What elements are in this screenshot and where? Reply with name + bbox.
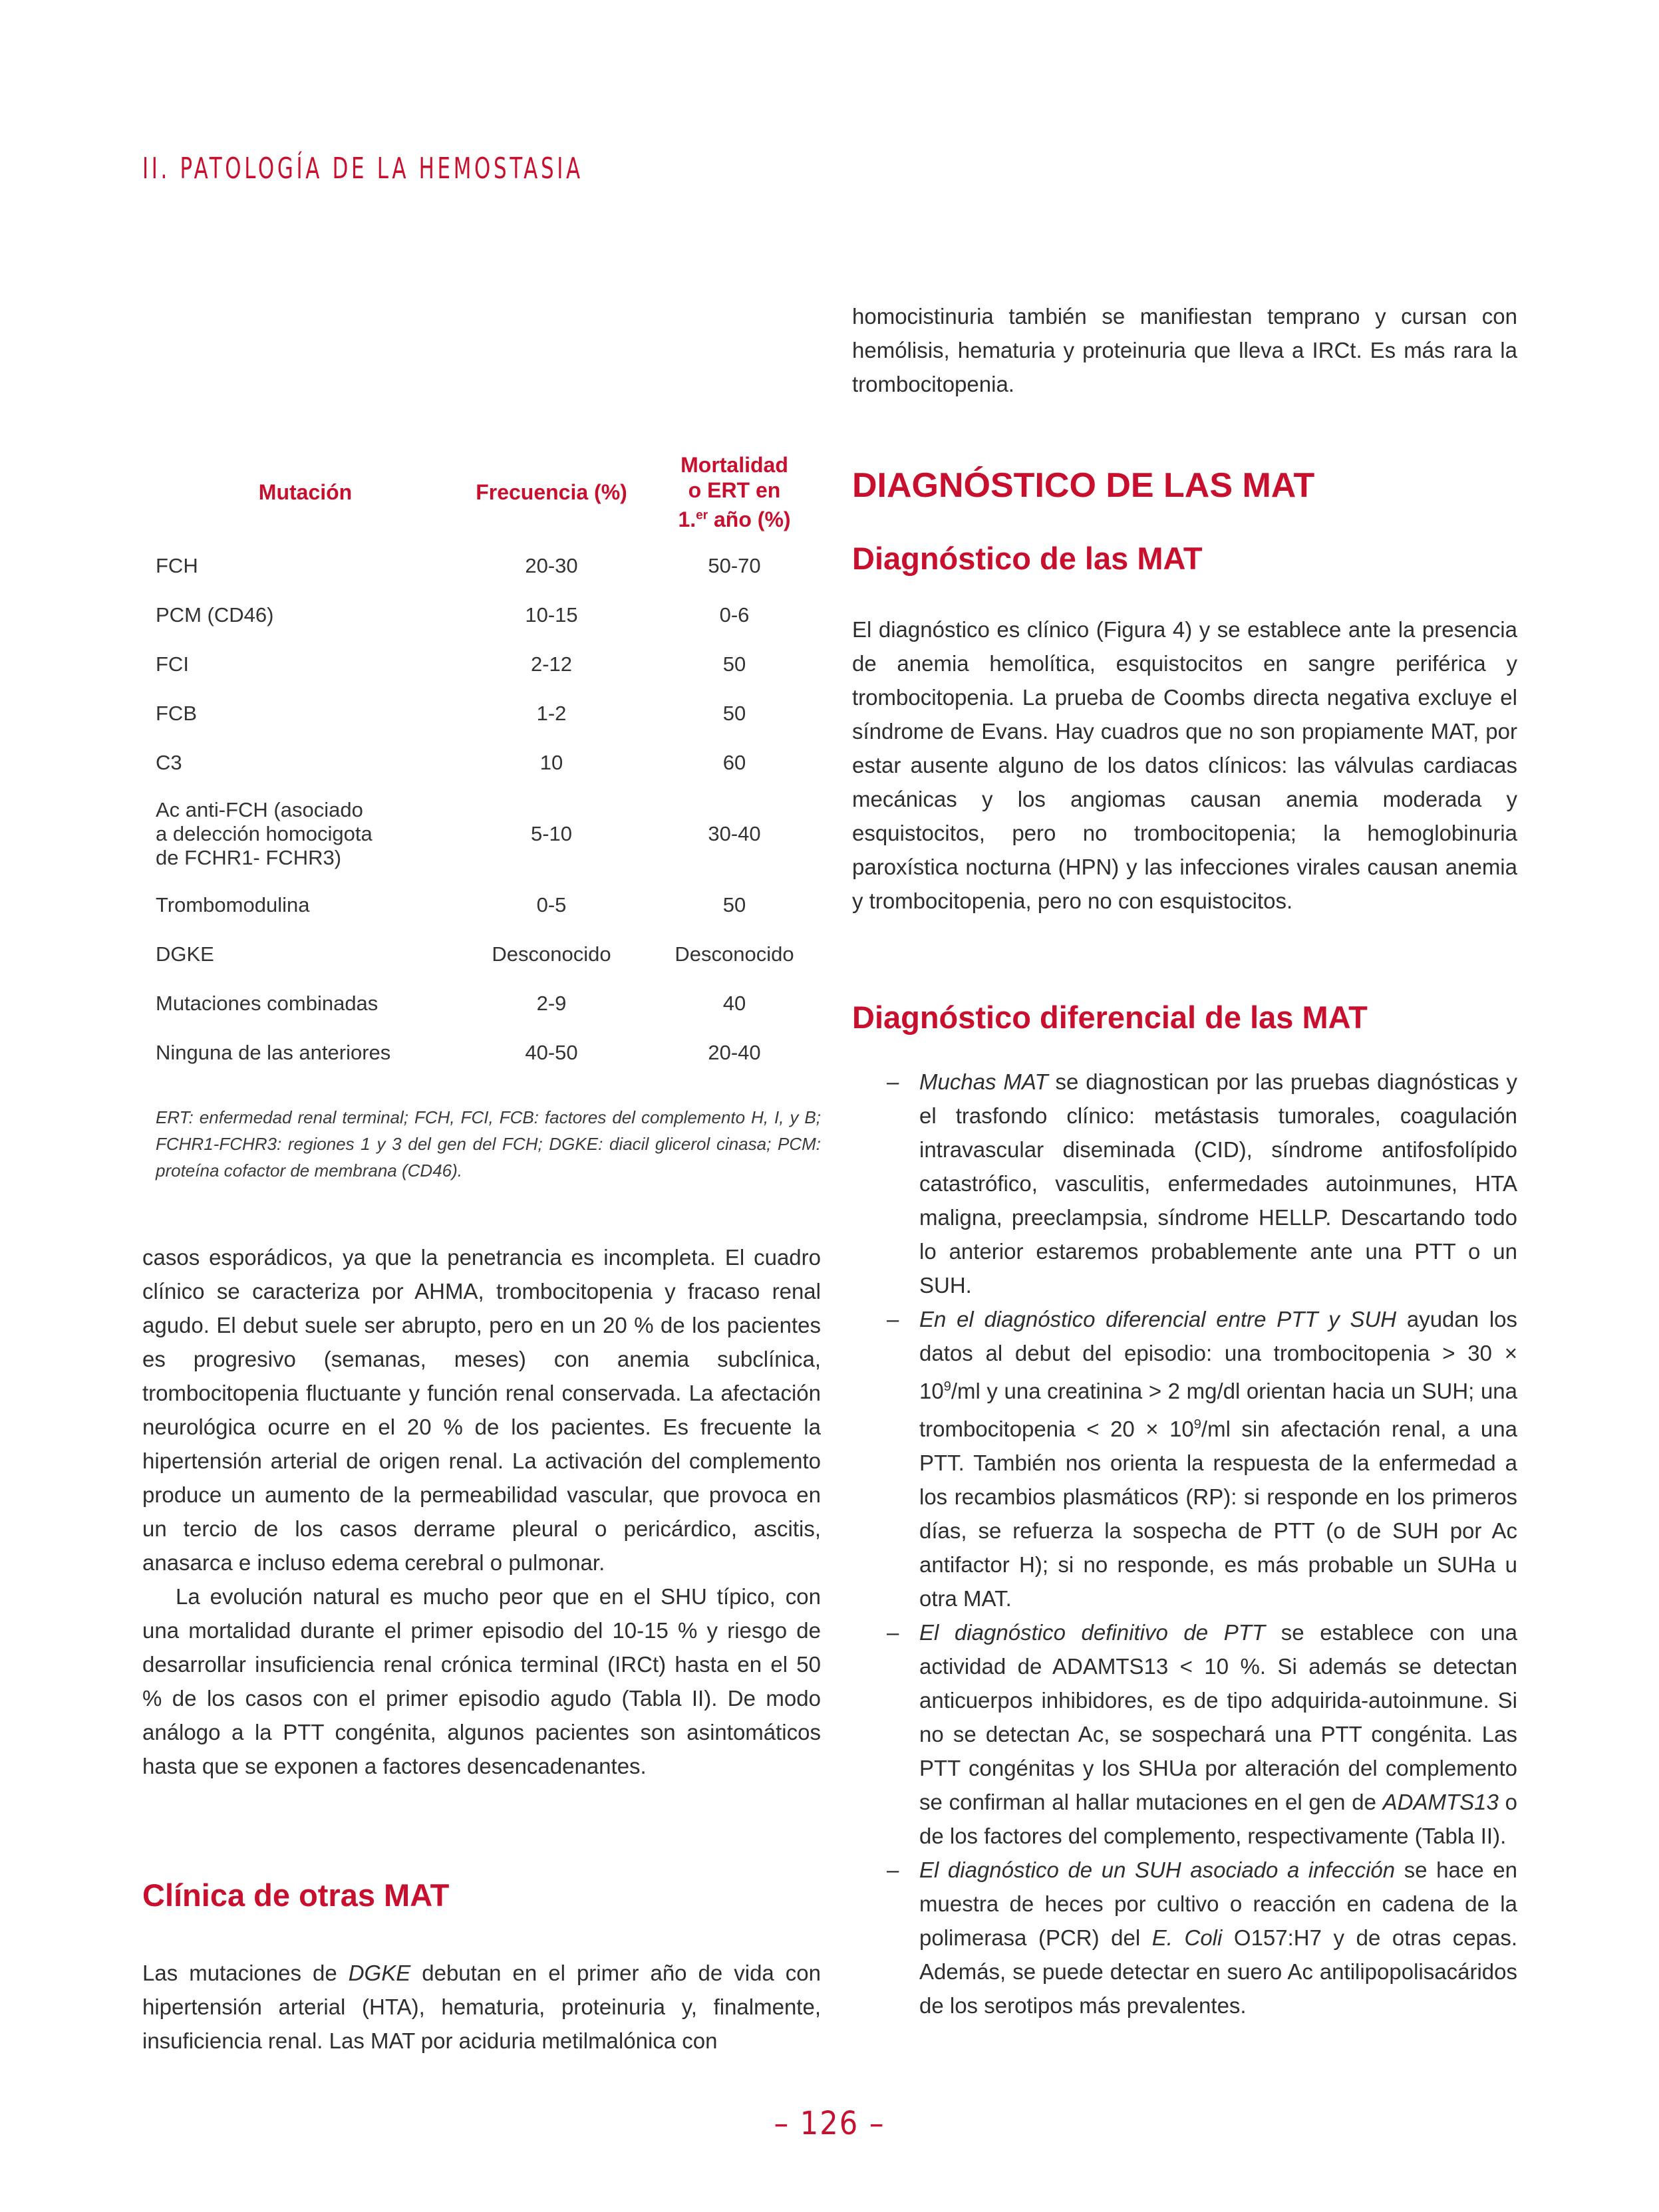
list-item: – En el diagnóstico diferencial entre PTT y SUH ayudan los datos al debut del episodio: una trombocitopenia > $30 \times 10^9/ml$ y una creatinina > 2 mg/dl orientan hacia un SUH; una trombocitopenia < $20 \times 10^9/ml$ sin afectación renal, a una PTT. También nos orienta la respuesta de la enfermedad a los recambios plasmáticos (RP): si responde en los primeros días, se refuerza la sospecha de PTT (o de SUH por Ac antifactor H); si no responde, es más probable un SUHa u otra MAT.: [852, 1302, 1517, 1615]
header-mortality-line2: o ERT en: [688, 478, 781, 502]
cell-frequency: 0-5: [536, 893, 567, 916]
cell-frequency: 10: [539, 750, 563, 774]
table-row: [142, 930, 821, 979]
cell-mutation: FCI: [156, 652, 189, 676]
cell-mortality: 30-40: [708, 821, 761, 845]
cell-mortality: 40: [722, 991, 746, 1015]
cell-mortality: 60: [722, 750, 746, 774]
right-column-diagnosis: [852, 466, 1517, 918]
table-row: [142, 881, 821, 930]
cell-frequency: 2-9: [536, 991, 567, 1015]
cell-mortality: Desconocido: [675, 942, 794, 966]
paragraph-homocistinuria: homocistinuria también se manifiestan temprano y cursan con hemólisis, hematuria y proteinuria que lleva a IRCt. Es más rara la trombocitopenia.: [852, 304, 1517, 396]
running-head: II. PATOLOGÍA DE LA HEMOSTASIA: [142, 152, 583, 186]
cell-mortality: 0-6: [719, 603, 750, 626]
cell-mortality: 50: [722, 893, 746, 916]
cell-mutation: DGKE: [156, 942, 214, 966]
cell-mutation: C3: [156, 750, 182, 774]
heading-diagnostico-diferencial: Diagnóstico diferencial de las MAT: [852, 1000, 1368, 1035]
paragraph-other-mat: Las mutaciones de DGKE debutan en el primer año de vida con hipertensión arterial (HTA), hematuria, proteinuria y, finalmente, insuficiencia renal. Las MAT por aciduria metilmalónica con: [142, 1961, 822, 2053]
table-row: [142, 689, 821, 738]
table-row: [142, 787, 821, 881]
cell-mortality: 20-40: [708, 1040, 761, 1064]
table-row: [142, 1028, 821, 1077]
cell-mutation: FCB: [156, 701, 197, 725]
table-row: [142, 591, 821, 640]
cell-frequency: 40-50: [525, 1040, 578, 1064]
right-column-intro: [852, 299, 1517, 401]
table-row: [142, 738, 821, 787]
heading-diagnostico-mat: Diagnóstico de las MAT: [852, 541, 1203, 576]
paragraph-diagnosis: El diagnóstico es clínico (Figura 4) y se establece ante la presencia de anemia hemolítica, esquistocitos en sangre periférica y trombocitopenia. La prueba de Coombs directa negativa excluye el síndrome de Evans. Hay cuadros que no son propiamente MAT, por estar ausente alguno de los datos clínicos: las válvulas cardiacas mecánicas y los angiomas causan anemia moderada y esquistocitos, pero no trombocitopenia; la hemoglobinuria paroxística nocturna (HPN) y las infecciones virales causan anemia y trombocitopenia, pero no con esquistocitos.: [852, 617, 1517, 913]
cell-mortality: 50: [722, 652, 746, 676]
cell-frequency: 2-12: [530, 652, 573, 676]
table-row: [142, 541, 821, 591]
cell-frequency: 1-2: [536, 701, 567, 725]
paragraph-clinical: casos esporádicos, ya que la penetrancia es incompleta. El cuadro clínico se caracteriza por AHMA, trombocitopenia y fracaso renal agudo. El debut suele ser abrupto, pero en un 20 % de los pacientes es progresivo (semanas, meses) con anemia subclínica, trombocitopenia fluctuante y función renal conservada. La afectación neurológica ocurre en el 20 % de los pacientes. Es frecuente la hipertensión arterial de origen renal. La activación del complemento produce un aumento de la permeabilidad vascular, que provoca en un tercio de los casos derrame pleural o pericárdico, ascitis, anasarca e incluso edema cerebral o pulmonar.: [142, 1245, 821, 1575]
list-item: – El diagnóstico definitivo de PTT se establece con una actividad de ADAMTS13 < 10 %. Si además se detectan anticuerpos inhibidores, es de tipo adquirida-autoinmune. Si no se detectan Ac, se sospechará una PTT congénita. Las PTT congénitas y los SHUa por alteración del complemento se confirman al hallar mutaciones en el gen de ADAMTS13 o de los factores del complemento, respectivamente (Tabla II).: [852, 1615, 1517, 1853]
cell-mutation: Mutaciones combinadas: [156, 991, 378, 1015]
paragraph-evolution: La evolución natural es mucho peor que en el SHU típico, con una mortalidad durante el primer episodio del 10-15 % y riesgo de desarrollar insuficiencia renal crónica terminal (IRCt) hasta en el 50 % de los casos con el primer episodio agudo (Tabla II). De modo análogo a la PTT congénita, algunos pacientes son asintomáticos hasta que se exponen a factores desencadenantes.: [142, 1584, 821, 1778]
differential-list: [852, 1065, 1517, 2022]
table-row: [142, 640, 821, 689]
cell-mutation: Ninguna de las anteriores: [156, 1040, 391, 1064]
cell-mortality: 50: [722, 701, 746, 725]
header-mortality-line1: Mortalidad: [680, 453, 788, 477]
cell-mortality: 50-70: [708, 553, 761, 577]
mutation-table: [142, 452, 821, 1077]
header-mutation: Mutación: [258, 480, 353, 504]
page-number: – 126 –: [774, 2105, 885, 2142]
table-footnote: ERT: enfermedad renal terminal; FCH, FCI, FCB: factores del complemento H, I, y B; FCHR1-FCHR3: regiones 1 y 3 del gen del FCH; DGKE: diacil glicerol cinasa; PCM: proteína cofactor de membrana (CD46).: [156, 1107, 821, 1180]
header-mortality-line3: 1.$^{er}$ año (%): [678, 507, 791, 531]
cell-frequency: Desconocido: [492, 942, 611, 966]
header-mortality: [648, 452, 821, 541]
cell-frequency: 10-15: [525, 603, 578, 626]
table-header-row: [142, 452, 821, 541]
cell-frequency: 5-10: [530, 821, 573, 845]
left-column-section: [142, 1877, 821, 2058]
list-item: – El diagnóstico de un SUH asociado a infección se hace en muestra de heces por cultivo o reacción en cadena de la polimerasa (PCR) del E. Coli O157:H7 y de otras cepas. Además, se puede detectar en suero Ac antilipopolisacáridos de los serotipos más prevalentes.: [852, 1853, 1517, 2022]
cell-frequency: 20-30: [525, 553, 578, 577]
cell-mutation: Trombomodulina: [156, 893, 310, 916]
cell-mutation: FCH: [156, 553, 198, 577]
table-row: [142, 979, 821, 1028]
heading-diagnostico: DIAGNÓSTICO DE LAS MAT: [852, 466, 1315, 505]
list-item: – Muchas MAT se diagnostican por las pruebas diagnósticas y el trasfondo clínico: metástasis tumorales, coagulación intravascular diseminada (CID), síndrome antifosfolípido catastrófico, vasculitis, enfermedades autoinmunes, HTA maligna, preeclampsia, síndrome HELLP. Descartando todo lo anterior estaremos probablemente ante una PTT o un SUH.: [852, 1065, 1517, 1302]
left-column-body: [142, 1240, 821, 1783]
heading-clinica-otras-mat: Clínica de otras MAT: [142, 1877, 450, 1913]
header-frequency: Frecuencia (%): [476, 480, 627, 504]
cell-mutation: PCM (CD46): [156, 603, 274, 626]
right-column-differential: [852, 999, 1517, 2022]
cell-mutation: Ac anti-FCH (asociado a delección homocigota de FCHR1- FCHR3): [156, 797, 373, 869]
